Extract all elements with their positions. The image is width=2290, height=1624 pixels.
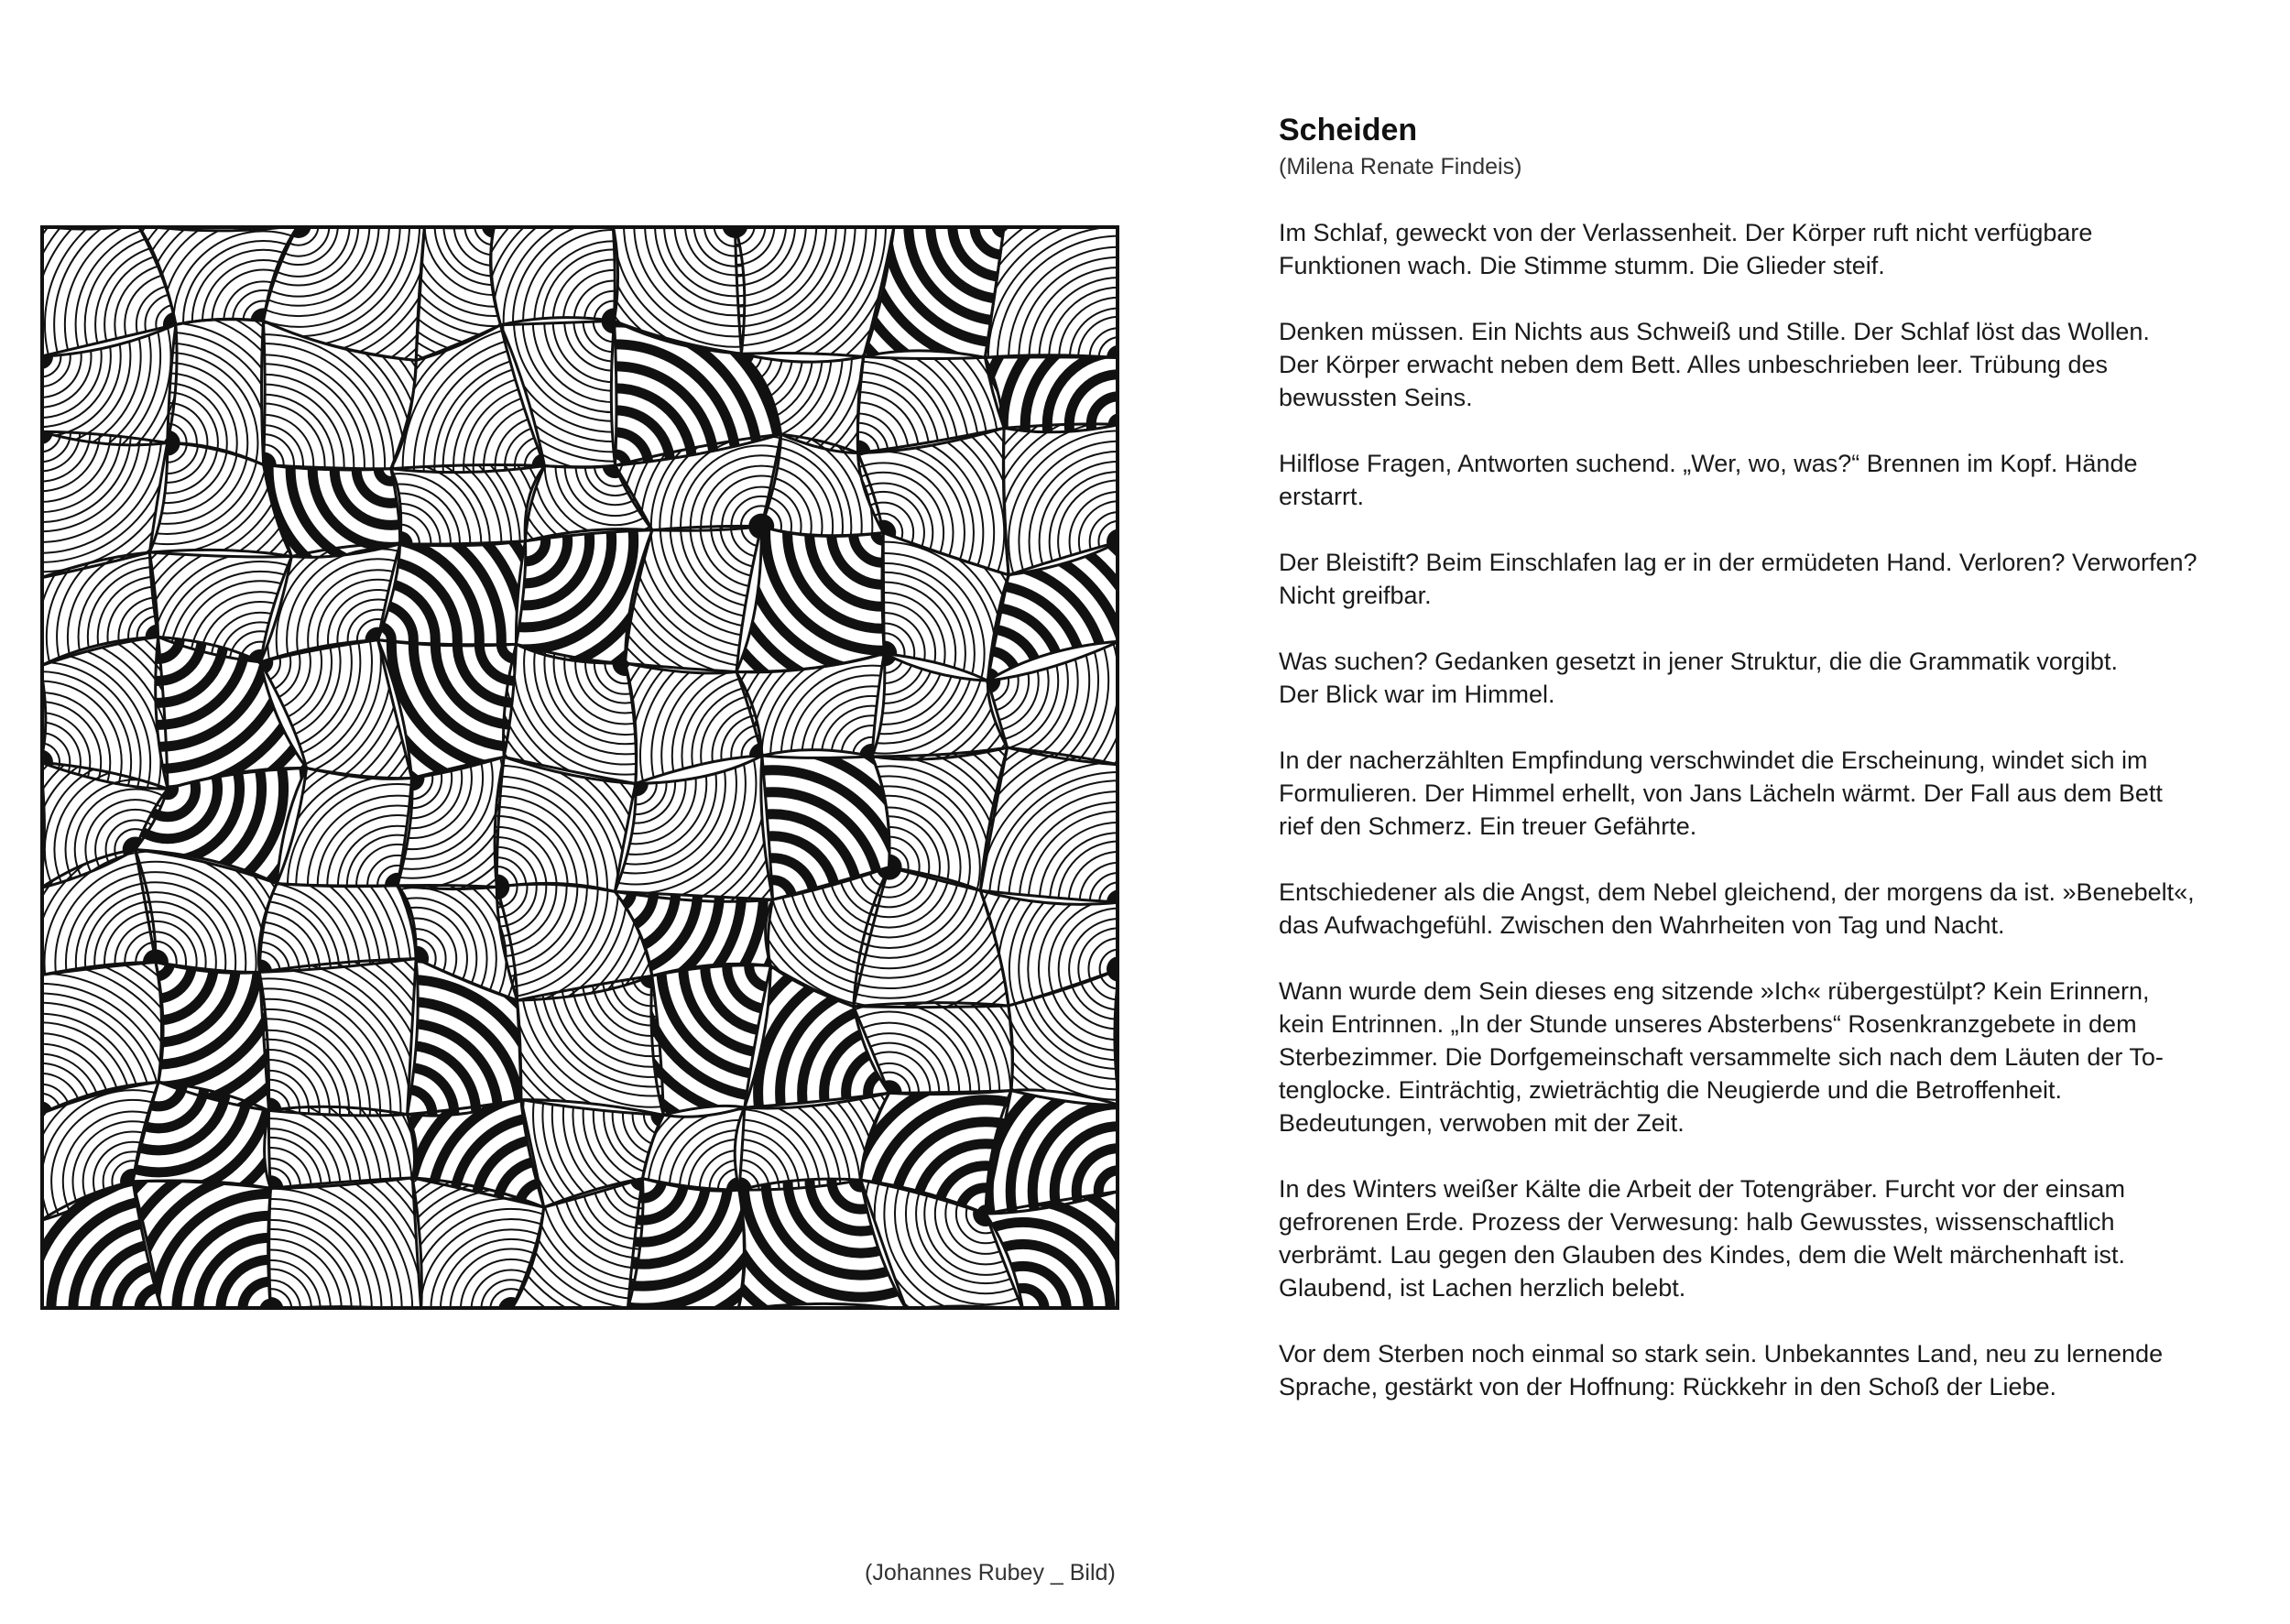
poem-line: Wann wurde dem Sein dieses eng sitzende »Ich« rübergestülpt? Kein Erinnern, (1279, 977, 2150, 1005)
poem-line: Im Schlaf, geweckt von der Verlassenheit. Der Körper ruft nicht verfügbare (1279, 219, 2093, 246)
poem-line: Bedeutungen, verwoben mit der Zeit. (1279, 1109, 1685, 1137)
poem-line: Formulieren. Der Himmel erhellt, von Jans Lächeln wärmt. Der Fall aus dem Bett (1279, 779, 2163, 807)
poem-line: Nicht greifbar. (1279, 582, 1432, 609)
poem-paragraph (1279, 975, 2213, 1139)
poem-line: Hilflose Fragen, Antworten suchend. „Wer, wo, was?“ Brennen im Kopf. Hände (1279, 450, 2138, 477)
poem-title: Scheiden (1279, 113, 1418, 147)
poem-line: kein Entrinnen. „In der Stunde unseres Absterbens“ Rosenkranzgebete in dem (1279, 1010, 2137, 1038)
poem-paragraph (1279, 744, 2213, 843)
poem-paragraph (1279, 315, 2213, 414)
poem-line: In des Winters weißer Kälte die Arbeit der Totengräber. Furcht vor der einsam (1279, 1175, 2125, 1203)
poem-line: tenglocke. Einträchtig, zwieträchtig die Neugierde und die Betroffenheit. (1279, 1076, 2063, 1104)
poem-paragraph (1279, 216, 2213, 282)
artwork-drawing (40, 225, 1119, 1310)
poem-line: Vor dem Sterben noch einmal so stark sein. Unbekanntes Land, neu zu lernende (1279, 1340, 2164, 1368)
poem-paragraph (1279, 447, 2213, 513)
poem-line: In der nacherzählten Empfindung verschwindet die Erscheinung, windet sich im (1279, 747, 2148, 774)
poem-author: (Milena Renate Findeis) (1279, 154, 1522, 180)
poem-paragraph (1279, 1172, 2213, 1304)
poem-line: Denken müssen. Ein Nichts aus Schweiß und Stille. Der Schlaf löst das Wollen. (1279, 318, 2150, 345)
poem-paragraph (1279, 876, 2213, 942)
poem-line: Entschiedener als die Angst, dem Nebel gleichend, der morgens da ist. »Benebelt«, (1279, 878, 2195, 906)
poem-line: das Aufwachgefühl. Zwischen den Wahrheiten von Tag und Nacht. (1279, 911, 2005, 939)
poem-line: Der Körper erwacht neben dem Bett. Alles unbeschrieben leer. Trübung des (1279, 351, 2109, 378)
poem-line: verbrämt. Lau gegen den Glauben des Kindes, dem die Welt märchenhaft ist. (1279, 1241, 2126, 1269)
poem-line: bewussten Seins. (1279, 384, 1473, 411)
poem-line: erstarrt. (1279, 483, 1365, 510)
poem-paragraph (1279, 1337, 2213, 1403)
poem-line: Was suchen? Gedanken gesetzt in jener Struktur, die die Grammatik vorgibt. (1279, 648, 2118, 675)
poem-line: Der Blick war im Himmel. (1279, 681, 1555, 708)
image-credit: (Johannes Rubey _ Bild) (865, 1560, 1116, 1586)
poem-line: rief den Schmerz. Ein treuer Gefährte. (1279, 812, 1697, 840)
poem-line: Sprache, gestärkt von der Hoffnung: Rückkehr in den Schoß der Liebe. (1279, 1373, 2056, 1401)
poem-line: Der Bleistift? Beim Einschlafen lag er in der ermüdeten Hand. Verloren? Verworfen? (1279, 549, 2197, 576)
poem-line: Sterbezimmer. Die Dorfgemeinschaft versammelte sich nach dem Läuten der To- (1279, 1043, 2164, 1071)
poem-paragraph (1279, 546, 2213, 612)
ink-pattern-illustration (40, 225, 1119, 1310)
poem-line: gefrorenen Erde. Prozess der Verwesung: halb Gewusstes, wissenschaftlich (1279, 1208, 2115, 1236)
poem-line: Funktionen wach. Die Stimme stumm. Die Glieder steif. (1279, 252, 1885, 279)
poem-column (1279, 110, 2213, 1436)
poem-body (1279, 216, 2213, 1403)
poem-paragraph (1279, 645, 2213, 711)
poem-line: Glaubend, ist Lachen herzlich belebt. (1279, 1274, 1686, 1302)
